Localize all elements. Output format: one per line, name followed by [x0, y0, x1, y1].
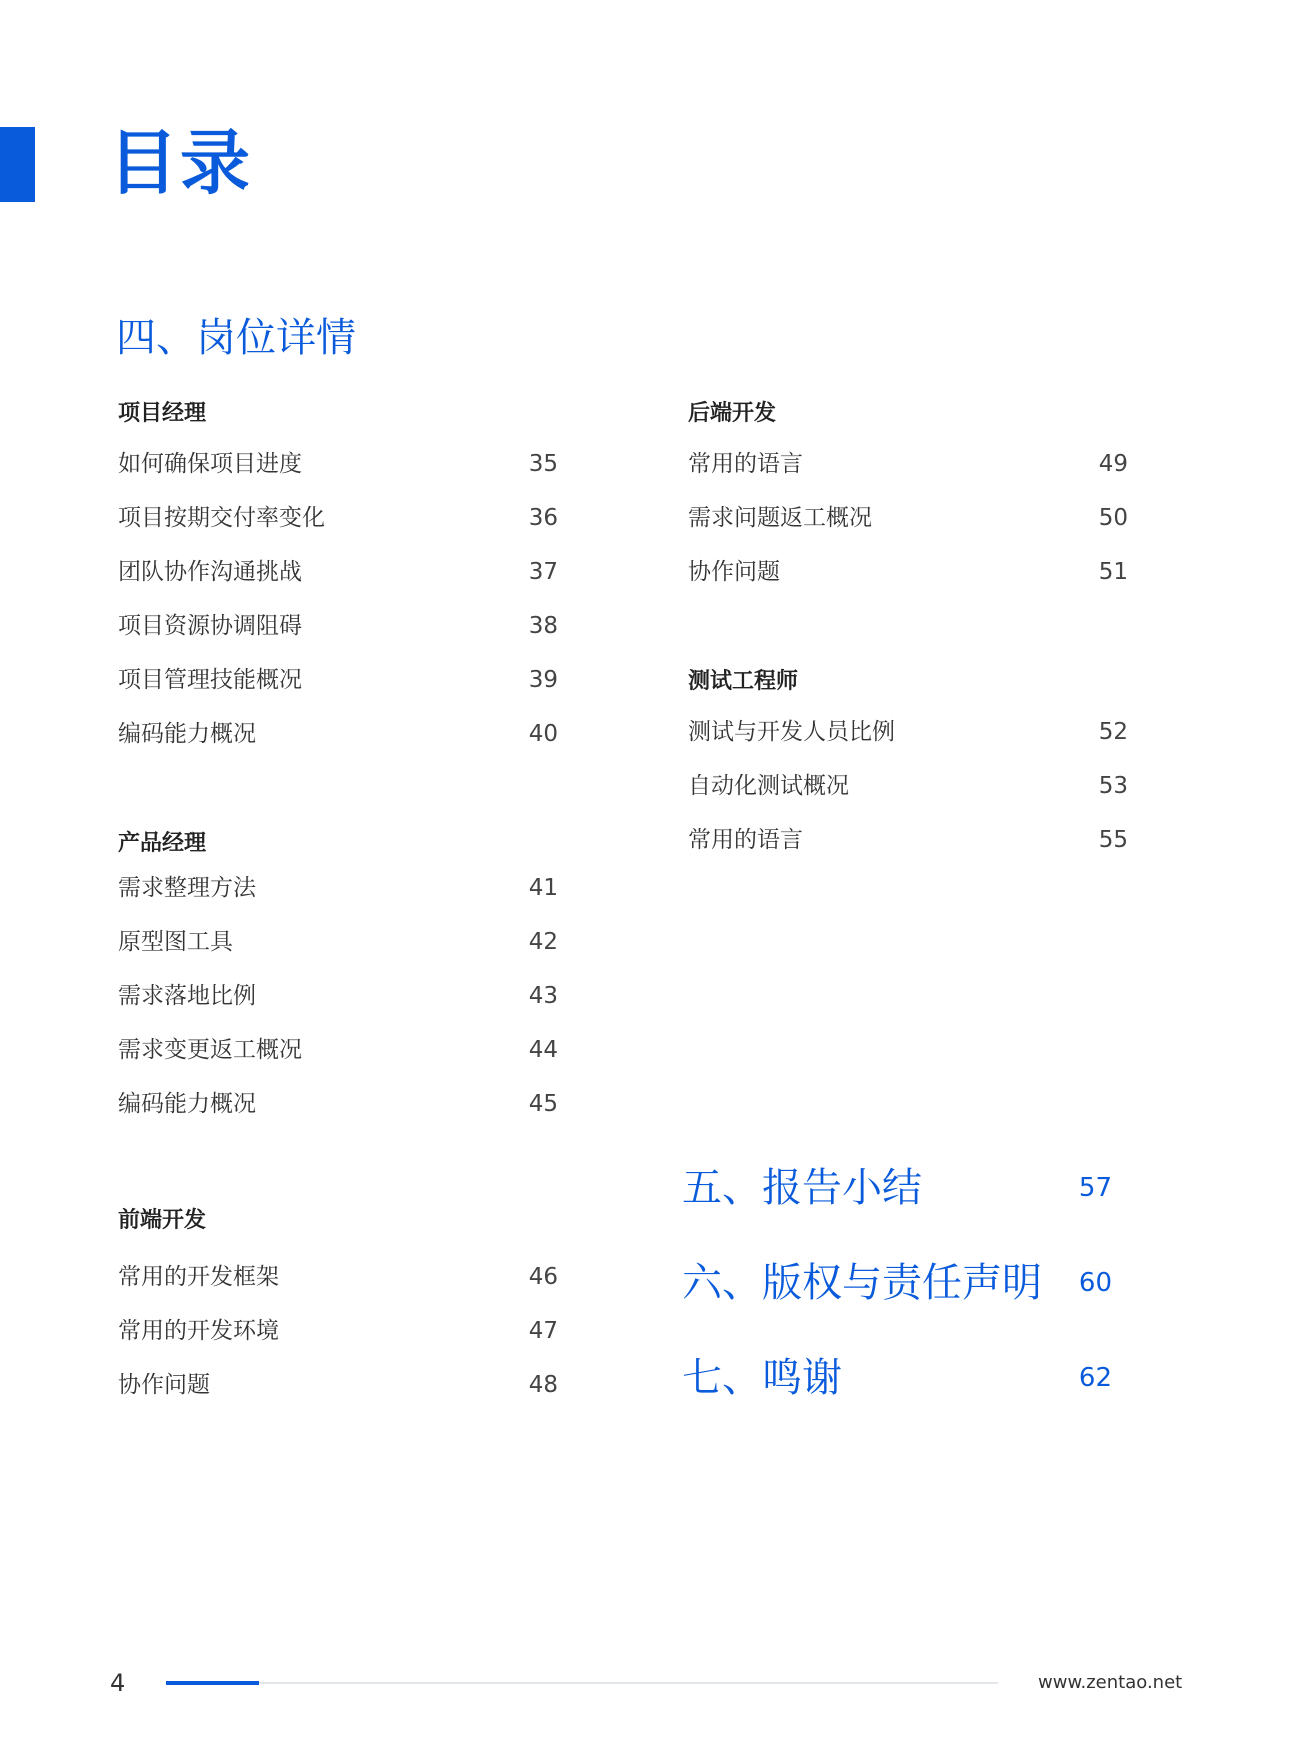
toc-group-title: 后端开发	[688, 401, 777, 426]
toc-entry-label: 常用的开发环境	[118, 1318, 279, 1344]
toc-entry[interactable]	[118, 1250, 558, 1304]
toc-group-title: 项目经理	[118, 401, 207, 426]
toc-entry-page: 51	[1098, 559, 1128, 585]
toc-entry-page: 43	[528, 983, 558, 1009]
toc-major-summary[interactable]	[682, 1153, 1112, 1223]
toc-entry[interactable]	[118, 491, 558, 545]
toc-entry-label: 需求问题返工概况	[688, 505, 872, 531]
toc-entry[interactable]	[688, 545, 1128, 599]
toc-entry-page: 48	[528, 1372, 558, 1398]
toc-entry-page: 47	[528, 1318, 558, 1344]
toc-entry[interactable]	[688, 813, 1128, 867]
footer-page-number: 4	[110, 1669, 126, 1697]
toc-entry-label: 需求变更返工概况	[118, 1037, 302, 1063]
toc-entry[interactable]	[118, 969, 558, 1023]
toc-entry[interactable]	[118, 1077, 558, 1131]
toc-entry-page: 53	[1098, 773, 1128, 799]
toc-entry-page: 38	[528, 613, 558, 639]
toc-entry[interactable]	[118, 437, 558, 491]
toc-entry-label: 如何确保项目进度	[118, 451, 302, 477]
toc-entry-label: 原型图工具	[118, 929, 233, 955]
toc-entry[interactable]	[118, 653, 558, 707]
toc-entry-page: 50	[1098, 505, 1128, 531]
title-accent-bar	[0, 127, 35, 202]
toc-group-frontend-dev	[118, 1206, 558, 1412]
footer-url: www.zentao.net	[1038, 1672, 1183, 1693]
toc-entry-label: 常用的开发框架	[118, 1264, 279, 1290]
toc-entry[interactable]	[118, 599, 558, 653]
toc-entry[interactable]	[688, 437, 1128, 491]
toc-major-page: 62	[1078, 1363, 1112, 1393]
toc-entry[interactable]	[118, 1023, 558, 1077]
toc-entry-label: 编码能力概况	[118, 1091, 256, 1117]
toc-entry[interactable]	[118, 707, 558, 761]
section-title-job-details: 四、岗位详情	[116, 315, 356, 361]
toc-entry-label: 需求整理方法	[118, 875, 256, 901]
footer-progress-bar	[166, 1681, 259, 1685]
toc-entry-page: 37	[528, 559, 558, 585]
toc-entry-label: 常用的语言	[688, 451, 803, 477]
toc-entry-page: 41	[528, 875, 558, 901]
toc-major-page: 57	[1078, 1173, 1112, 1203]
toc-group-project-manager	[118, 399, 558, 761]
toc-entry-page: 55	[1098, 827, 1128, 853]
toc-entry-page: 42	[528, 929, 558, 955]
toc-entry-page: 49	[1098, 451, 1128, 477]
toc-group-product-manager	[118, 829, 558, 1131]
toc-entry-page: 44	[528, 1037, 558, 1063]
toc-entry[interactable]	[118, 545, 558, 599]
toc-entry[interactable]	[118, 915, 558, 969]
toc-major-label: 六、版权与责任声明	[682, 1260, 1042, 1306]
toc-group-title: 产品经理	[118, 831, 207, 856]
toc-entry[interactable]	[118, 1358, 558, 1412]
toc-entry-page: 36	[528, 505, 558, 531]
toc-entry[interactable]	[688, 705, 1128, 759]
toc-entry-page: 40	[528, 721, 558, 747]
toc-major-page: 60	[1078, 1268, 1112, 1298]
toc-entry-label: 编码能力概况	[118, 721, 256, 747]
toc-group-test-engineer	[688, 667, 1128, 867]
toc-entry-page: 46	[528, 1264, 558, 1290]
toc-major-acknowledgements[interactable]	[682, 1343, 1112, 1413]
toc-entry-label: 测试与开发人员比例	[688, 719, 895, 745]
toc-entry[interactable]	[688, 759, 1128, 813]
toc-major-label: 七、鸣谢	[682, 1355, 842, 1401]
toc-entry-label: 团队协作沟通挑战	[118, 559, 302, 585]
toc-entry-label: 项目按期交付率变化	[118, 505, 325, 531]
toc-entry-label: 项目资源协调阻碍	[118, 613, 302, 639]
toc-group-title: 前端开发	[118, 1208, 207, 1233]
toc-group-backend-dev	[688, 399, 1128, 599]
toc-entry-label: 协作问题	[688, 559, 780, 585]
toc-entry-label: 常用的语言	[688, 827, 803, 853]
toc-entry-page: 35	[528, 451, 558, 477]
toc-major-label: 五、报告小结	[682, 1165, 922, 1211]
toc-entry-label: 需求落地比例	[118, 983, 256, 1009]
toc-entry-label: 自动化测试概况	[688, 773, 849, 799]
toc-entry-page: 52	[1098, 719, 1128, 745]
toc-entry-label: 协作问题	[118, 1372, 210, 1398]
toc-entry[interactable]	[118, 861, 558, 915]
footer-divider	[166, 1682, 998, 1684]
toc-major-copyright[interactable]	[682, 1248, 1112, 1318]
toc-group-title: 测试工程师	[688, 669, 799, 694]
toc-entry[interactable]	[688, 491, 1128, 545]
page-title: 目录	[108, 122, 252, 204]
toc-entry-page: 45	[528, 1091, 558, 1117]
toc-entry[interactable]	[118, 1304, 558, 1358]
toc-entry-page: 39	[528, 667, 558, 693]
toc-entry-label: 项目管理技能概况	[118, 667, 302, 693]
